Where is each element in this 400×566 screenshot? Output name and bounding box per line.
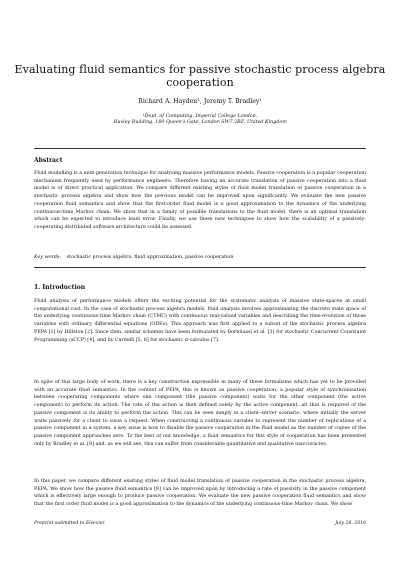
affiliation-line: ¹Dept. of Computing, Imperial College London,	[142, 114, 258, 119]
footer-preprint-note: Preprint submitted to Elsevier	[34, 521, 105, 526]
page-footer	[34, 521, 366, 526]
section-heading-introduction: 1. Introduction	[34, 284, 86, 291]
abstract-text: Fluid modelling is a next-generation technique for analysing massive performance models. Passive cooperation is a popular cooperation mechanism frequently used by performance engineers. Therefore having an accurate translation of passive cooperation into a fluid model is of direct practical application. We compare different existing styles of fluid model translation of passive cooperation in a stochastic process algebra and show how the previous model can be improved upon significantly. We evaluate the new passive cooperation fluid semantics and show that the first-order fluid model is a good approximation to the dynamics of the underlying continuous-time Markov chain. We show that in a family of possible translations to the fluid model, there is an optimal translation which can be expected to introduce least error. Finally, we use these new techniques to show how the scalability of a passively-cooperating distributed software architecture could be assessed.	[34, 171, 366, 230]
paper-authors: Richard A. Hayden¹, Jeremy T. Bradley¹	[138, 98, 262, 105]
keywords-line	[34, 254, 366, 261]
affiliation-line: Huxley Building, 180 Queen's Gate, London SW7 2BZ, United Kingdom	[113, 120, 287, 126]
footer-date: July 28, 2010	[335, 521, 366, 526]
abstract-heading: Abstract	[34, 157, 63, 164]
intro-paragraph-1: Fluid analysis of performance models offers the exciting potential for the systematic analysis of massive state-spaces at small computational cost. In the case of stochastic process algebra models, fluid analysis involves approximating the discrete state space of the underlying continuous-time Markov chain (CTMC) with continuous real-valued variables and describing the time-evolution of those variables with ordinary differential equations (ODEs). This approach was first applied to a subset of the stochastic process algebra PEPA [1] by Hillston [2]. Since then, similar schemes have been formulated by Bortolussi et al. [3] for stochastic Concurrent Constraint Programming (sCCP) [4], and by Cardelli [5, 6] for stochastic π-calculus [7].	[34, 299, 366, 343]
divider-bottom	[34, 267, 366, 268]
keywords-label: Key words:	[34, 255, 61, 260]
intro-paragraph-3: In this paper, we compare different existing styles of fluid model translation of passive cooperation in the stochastic process algebra, PEPA. We show how the passive fluid semantics [8] can be improved upon by introducing a rate of passivity in the passive component which is effectively large enough to produce passive cooperation. We evaluate the new passive cooperation fluid semantics and show that the first order fluid model is a good approximation to the dynamics of the underlying continuous-time Markov chain. We show	[34, 479, 366, 508]
keywords-list: stochastic process algebra, fluid approximation, passive cooperation	[66, 255, 234, 260]
author-affiliation	[0, 114, 400, 127]
divider-top	[34, 148, 366, 149]
intro-paragraph-2: In spite of this large body of work, there is a key construction expressible in many of these formalisms which has yet to be provided with an accurate fluid semantics. In the context of PEPA, this is known as passive cooperation, a popular style of synchronisation between cooperating components where one component (the passive component) waits for the other component (the active component) to perform its action. The rate of the action is then defined solely by the active component; all that is required of the passive component is its ability to perform the action. This can be seen simply in a client–server scenario, where initially the server waits passively for a client to issue a request. When constructing a continuous variable to represent the number of replications of a passive component in a system, a key issue is how to disable the passive cooperation in the fluid model as the number of copies of the passive component approaches zero. To the best of our knowledge, a fluid semantics for this style of cooperation has been presented only by Bradley et al. [8] and, as we will see, this can suffer from considerable quantitative and qualitative inaccuracies.	[34, 380, 366, 447]
paper-title: Evaluating fluid semantics for passive stochastic process algebra cooperation	[14, 63, 386, 89]
